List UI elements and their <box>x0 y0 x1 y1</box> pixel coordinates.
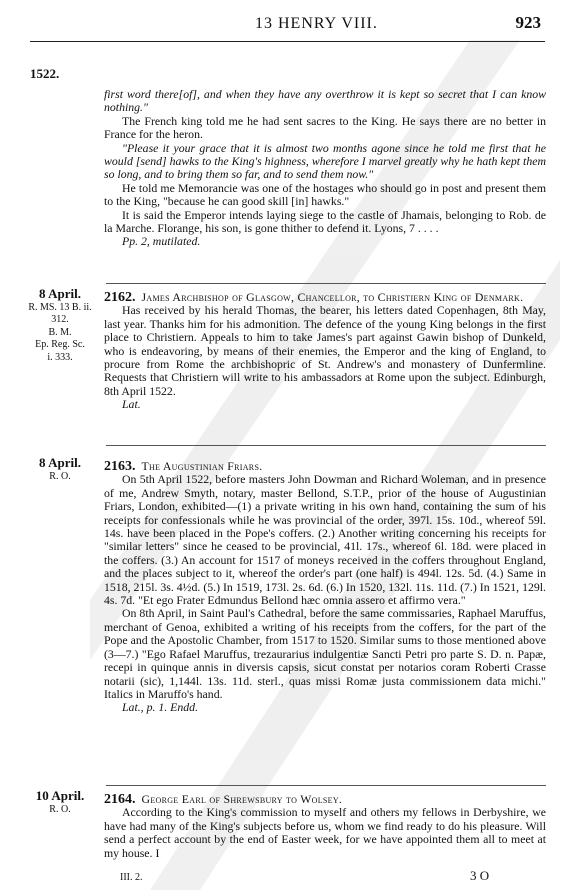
entry-number: 2164. <box>104 792 136 807</box>
entry-body: On 5th April 1522, before masters John Dowman and Richard Woleman, and in presence of me, Andrew Smyth, notary, master Bellond, S.T.P., prior of the house of Augustinian Friars, London, exhibited—(1) a private writing in his own hand, containing the sum of his receipts for confessionals while he was provincial of the order, 397l. 15s. 10d., whereof 59l. 14s. have been placed in the Pope's coffers. (2.) Another writing concerning his receipts for "similar letters" since he ceased to be provincial, 41l. 17s., whereof 6l. 18d. were placed in the coffers. (3.) An account for 1517 of moneys received in the coffers throughout England, and the places subject to it, whereof the order's part (one half) is 494l. 12s. 5d. (4.) Same in 1518, 215l. 3s. 4½d. (5.) In 1519, 173l. 2s. 6d. (6.) In 1520, 132l. 11s. 11d. (7.) In 1521, 129l. 4s. 7d. "Et ego Frater Edmundus Bellond hæc omnia assero et affirmo vera." <box>104 472 546 608</box>
entry-ref: 312. <box>51 314 69 325</box>
running-head: 13 HENRY VIII. <box>255 15 378 32</box>
entry-number: 2163. <box>104 459 136 474</box>
entry-ref: R. O. <box>49 470 71 482</box>
entry-body: Has received by his herald Thomas, the bearer, his letters dated Copenhagen, 8th May, last year. Thanks him for his admonition. The defence of the young King belongs in the first place to Christiern. Appeals to him to take James's part against Gawin bishop of Dunkeld, who is endeavoring, by means of their enemies, the Emperor and the king of England, to procure from Rome the archbishopric of St. Andrew's and monastery of Dunfermline. Requests that Christiern will write to his ambassadors at Rome upon the subject. Edinburgh, 8th April 1522. <box>104 303 546 398</box>
entry-note: Lat., p. 1. Endd. <box>122 700 199 715</box>
entry-date: 8 April. <box>39 286 81 301</box>
entry-2164 <box>104 793 546 860</box>
intro-line: It is said the Emperor intends laying siege to the castle of Jhamais, belonging to Rob. de la Marche. Florange, his son, is gone thither to defend it. Lyons, 7 . . . . <box>104 207 546 236</box>
signature-mark: 3 O <box>470 868 490 883</box>
entry-title: The Augustinian Friars. <box>141 459 263 473</box>
divider <box>106 283 546 284</box>
entry-ref: R. MS. 13 B. ii. <box>28 301 92 313</box>
entry-ref: R. O. <box>49 803 71 815</box>
intro-line: first word there[of], and when they have any overthrow it is kept so secret that I can know nothing." <box>104 87 546 115</box>
entry-ref: B. M. <box>48 326 72 338</box>
entry-number: 2162. <box>104 290 136 305</box>
divider <box>106 785 546 786</box>
entry-ref: Ep. Reg. Sc. <box>35 339 85 350</box>
intro-line: "Please it your grace that it is almost two months agone since he told me first that he would [send] hawks to the King's highness, wherefore I marvel greatly why he hath kept them so long, and to bring them so far, and to send them now." <box>104 140 546 182</box>
entry-title: James Archbishop of Glasgow, Chancellor, to Christiern King of Denmark. <box>141 290 524 304</box>
header-rule <box>30 41 545 42</box>
entry-2162 <box>104 291 546 412</box>
entry-sidenote <box>22 790 98 816</box>
entry-sidenote <box>22 288 98 364</box>
entry-body: According to the King's commission to myself and others my fellows in Derbyshire, we have had many of the King's subjects before us, whom we find ready to do his pleasure. Will send a perfect account by the end of Easter week, for we have appointed them all to meet at my house. I <box>104 805 546 860</box>
entry-sidenote <box>22 457 98 483</box>
entry-body-continued: On 8th April, in Saint Paul's Cathedral, before the same commissaries, Raphael Maruffus, merchant of Genoa, exhibited a writing of his receipts from the coffers, for the part of the Pope and the Apostolic Chamber, from 1517 to 1520. Similar sums to those mentioned above (3—7.) "Ego Rafael Maruffus, trezaurarius indulgentiæ Sancti Petri pro parte S. D. n. Papæ, recepi in quinque annis in diversis capsis, sicut constat per notarios coram Roberti Crasse notarii (sic), 1,144l. 13s. 11d. sterl., quas missi Romæ justa commissionem data michi." Italics in Maruffo's hand. <box>104 606 546 701</box>
intro-line: He told me Memorancie was one of the hostages who should go in post and present them to the King, "because he can good skill [in] hawks." <box>104 180 546 209</box>
year-marker: 1522. <box>30 66 60 81</box>
entry-2163 <box>104 460 546 715</box>
entry-ref: i. 333. <box>47 351 73 363</box>
entry-title: George Earl of Shrewsbury to Wolsey. <box>141 792 343 806</box>
entry-date: 8 April. <box>39 455 81 470</box>
intro-note: Pp. 2, mutilated. <box>122 234 201 249</box>
divider <box>106 445 546 446</box>
intro-line: The French king told me he had sent sacres to the King. He says there are no better in France for the heron. <box>104 113 546 142</box>
volume-mark: III. 2. <box>120 872 143 883</box>
page-number: 923 <box>515 13 541 32</box>
entry-note: Lat. <box>122 397 141 412</box>
entry-date: 10 April. <box>35 788 85 803</box>
intro-block <box>104 88 546 249</box>
